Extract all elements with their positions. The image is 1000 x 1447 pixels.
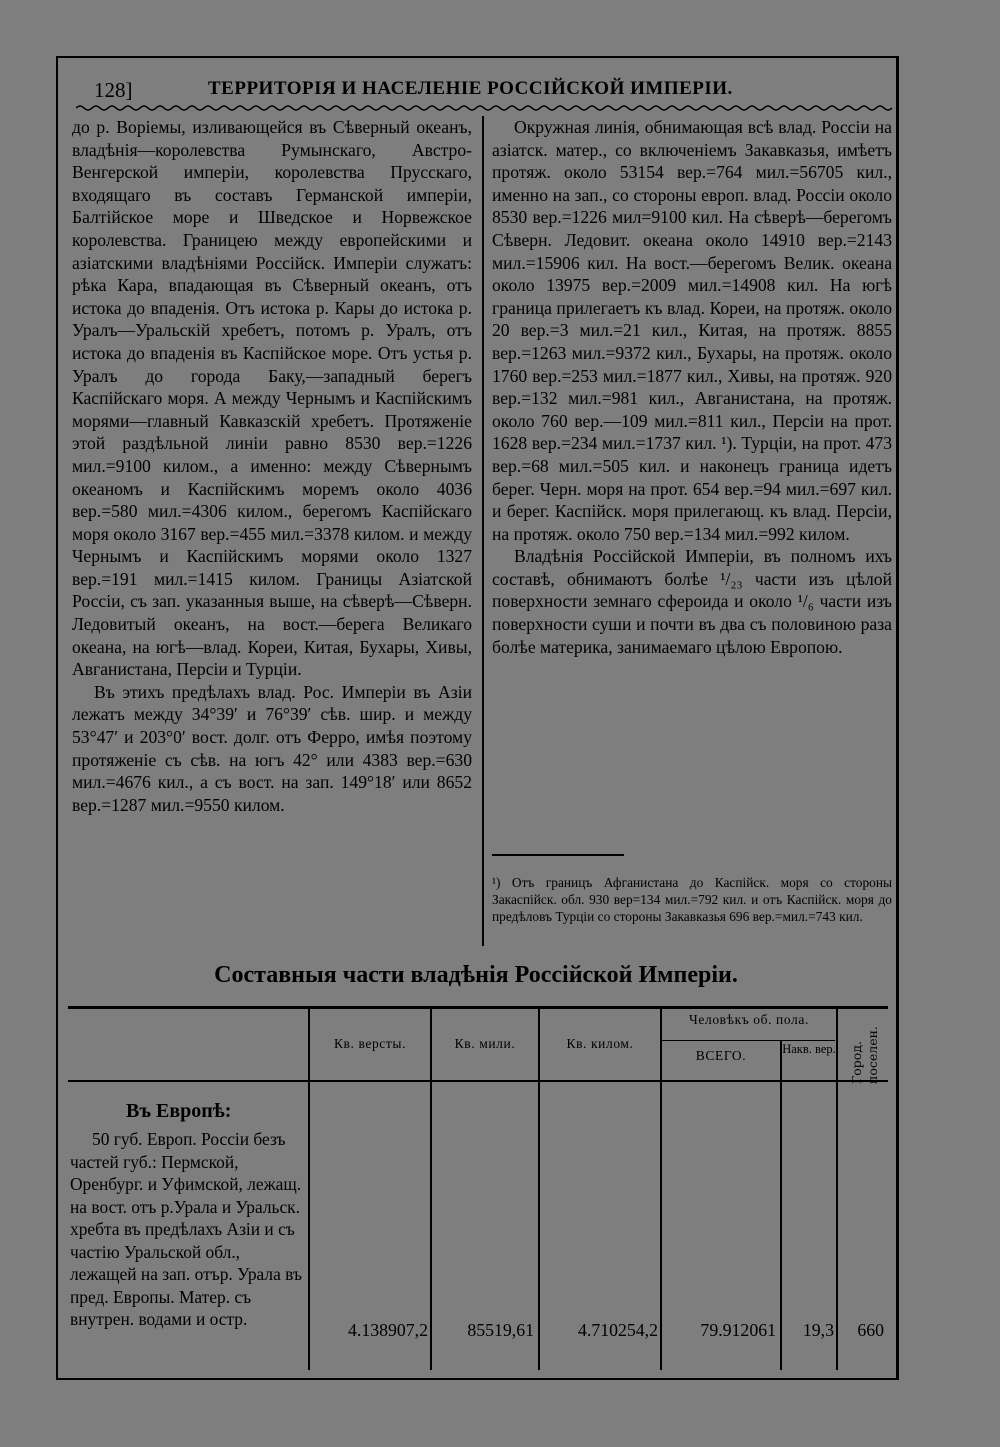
population-subheader-rule [661,1040,835,1041]
header-per-verst: Накв. вер. [782,1042,836,1056]
col-divider-2 [430,1006,432,1370]
page-number: 128] [94,78,133,102]
left-paragraph-1: до р. Воріемы, изливающейся въ Сѣверный океанъ, владѣнія—королевства Румынскаго, Австро-Венгерской имперіи, королевства Прусскаго, входящаго въ составъ Германской имперіи, Балтійское море и Шведское и Норвежское королевства. Границею между европейскими и азіатскими владѣніями Россійск. Имперіи служатъ: рѣка Кара, впадающая въ Сѣверный океанъ, отъ истока до впаденія. Отъ истока р. Кары до истока р. Уралъ—Уральскій хребетъ, потомъ р. Уралъ, отъ истока до впаденія въ Каспійское море. Отъ устья р. Уралъ до города Баку,—западный берегъ Каспійскаго моря. А между Чернымъ и Каспійскимъ морями—главный Кавказскій хребетъ. Протяженіе этой раздѣльной линіи равно 8530 вер.=1226 мил.=9100 килом., а именно: между Сѣвернымъ океаномъ и Каспійскимъ моремъ около 4036 вер.=580 мил.=4306 килом., берегомъ Каспійскаго моря около 3167 вер.=455 мил.=3378 килом. и между Чернымъ и Каспійскимъ морями около 1327 вер.=191 мил.=1415 килом. Границы Азіатской Россіи, съ зап. указанныя выше, на сѣверѣ—Сѣверн. Ледовитый океанъ, на вост.—берега Великаго океана, на югѣ—влад. Кореи, Китая, Бухары, Хивы, Авганистана, Персіи и Турціи. [72,117,472,680]
header-sq-km: Кв. килом. [566,1036,634,1051]
column-divider [482,116,484,946]
row-description-text: 50 губ. Европ. Россіи безъ частей губ.: Пермской, Оренбург. и Уфимской, лежащ. на вост. отъ р.Урала и Уральск. хребта въ предѣлахъ Азіи и съ частію Уральской обл., лежащей на зап. отър. Урала въ пред. Европы. Матер. съ внутрен. водами и остр. [70,1129,302,1329]
left-column [72,116,472,816]
table-title: Составныя части владѣнія Россійской Имперіи. [214,962,738,988]
col-divider-6 [836,1006,838,1370]
header-sq-versts: Кв. версты. [333,1036,407,1051]
header-towns-line-1: Город. [849,1041,864,1084]
col-divider-3 [538,1006,540,1370]
right-paragraph-1: Окружная линія, обнимающая всѣ влад. Россіи на азіатск. матер., со включеніемъ Закавказья, имѣетъ протяж. около 53154 вер.=764 мил.=56705 кил., именно на зап., со стороны европ. влад. Россіи около 8530 вер.=1226 мил=9100 кил. На сѣверѣ—берегомъ Сѣверн. Ледовит. океана около 14910 вер.=2143 мил.=15906 кил. На вост.—берегомъ Велик. океана около 13975 вер.=2009 мил.=14908 кил. На югѣ граница прилегаетъ къ влад. Кореи, на протяж. около 20 вер.=3 мил.=21 кил., Китая, на протяж. 8855 вер.=1263 мил.=9372 кил., Бухары, на протяж. около 1760 вер.=253 мил.=1877 кил., Хивы, на протяж. 920 вер.=132 мил.=981 кил., Авганистана, на протяж. около 760 вер.—109 мил.=811 кил., Персіи на прот. 1628 вер.=234 мил.=1737 кил. ¹). Турціи, на прот. 473 вер.=68 мил.=505 кил. и наконецъ граница идетъ берег. Черн. моря на прот. 654 вер.=94 мил.=697 кил. и берег. Каспійск. моря прилегающ. къ влад. Персіи, на протяж. около 750 вер.=134 мил.=992 килом. [492,117,892,544]
data-table [68,1004,888,1370]
cell-sq-km: 4.710254,2 [577,1320,658,1340]
footnote-rule [492,854,624,856]
table-header-rule [68,1080,888,1082]
right-column [492,116,892,658]
cell-sq-miles: 85519,61 [467,1320,534,1340]
running-title: ТЕРРИТОРІЯ И НАСЕЛЕНІЕ РОССІЙСКОЙ ИМПЕРІИ. [208,78,733,99]
table-top-rule [68,1006,888,1009]
header-wavy-rule [76,103,894,113]
page-header [90,72,900,106]
header-total: ВСЕГО. [695,1048,747,1063]
header-sq-miles: Кв. мили. [454,1036,516,1051]
header-population: Человѣкъ об. пола. [689,1012,809,1027]
cell-total: 79.912061 [700,1320,776,1340]
cell-per-verst: 19,3 [802,1320,834,1340]
left-paragraph-2: Въ этихъ предѣлахъ влад. Рос. Имперіи въ Азіи лежатъ между 34°39′ и 76°39′ сѣв. шир. и между 53°47′ и 203°0′ вост. долг. отъ Ферро, имѣя поэтому протяженіе съ сѣв. на югъ 42° или 4383 вер.=630 мил.=4676 кил., а съ вост. на зап. 149°18′ или 8652 вер.=1287 мил.=9550 килом. [72,681,472,815]
header-towns-line-2: поселен. [865,1026,880,1084]
cell-sq-versts: 4.138907,2 [347,1320,428,1340]
cell-towns: 660 [857,1320,884,1340]
right-paragraph-2: Владѣнія Россійской Имперіи, въ полномъ ихъ составѣ, обнимаютъ болѣе ¹/₂₃ части изъ цѣлой поверхности земнаго сфероида и около ¹/₆ части изъ поверхности суши и почти въ два съ половиною раза болѣе материка, занимаемаго цѣлою Европою. [492,546,892,657]
footnote: ¹) Отъ границъ Афганистана до Каспійск. моря со стороны Закаспійск. обл. 930 вер=134 мил.=792 кил. и отъ Каспійск. моря до предѣловъ Турціи со стороны Закавказья 696 вер.=мил.=743 кил. [492,875,892,924]
header-towns [846,1012,886,1090]
row-description [70,1128,310,1331]
section-heading: Въ Европѣ: [126,1100,232,1122]
